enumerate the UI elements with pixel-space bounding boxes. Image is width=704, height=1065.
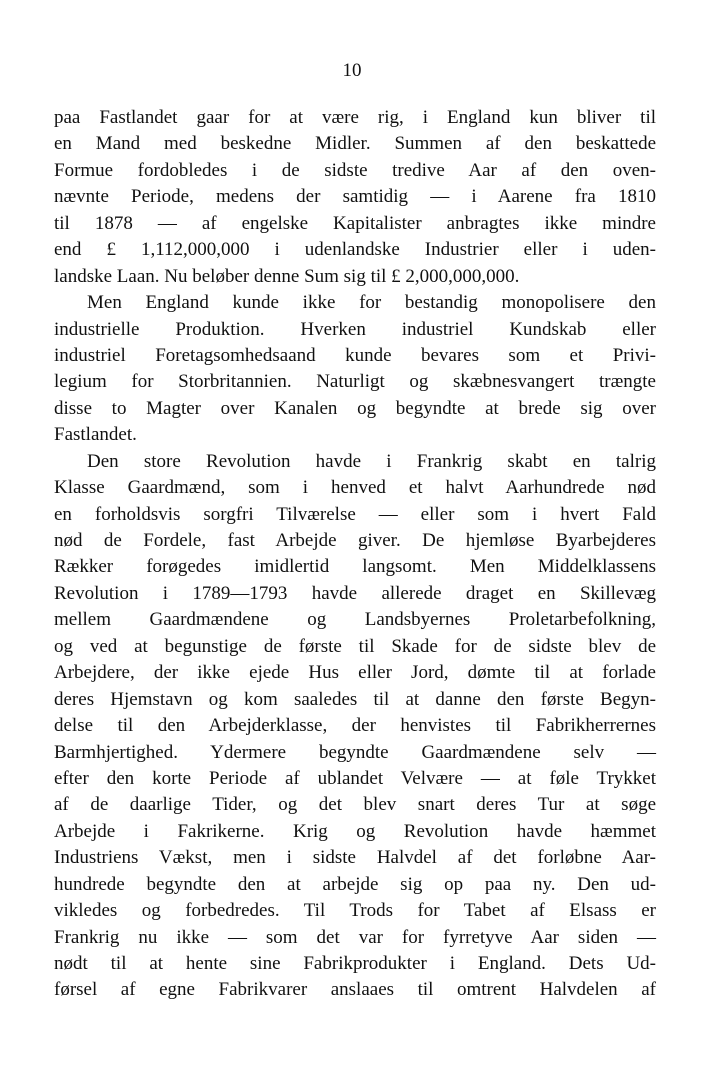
text-line: nødt til at hente sine Fabrikprodukter i England. Dets Ud- (54, 953, 656, 974)
text-line: vikledes og forbedredes. Til Trods for Tabet af Elsass er (54, 900, 656, 922)
text-line: Arbejdere, der ikke ejede Hus eller Jord, dømte til at forlade (54, 662, 656, 684)
text-line: Arbejde i Fakrikerne. Krig og Revolution havde hæmmet (54, 820, 656, 842)
text-line: Fastlandet. (54, 424, 137, 446)
text-line: Men England kunde ikke for bestandig monopolisere den (87, 292, 656, 314)
text-line: mellem Gaardmændene og Landsbyernes Proletarbefolkning, (54, 609, 656, 631)
text-line: industrielle Produktion. Hverken industriel Kundskab eller (54, 318, 656, 340)
text-line: landske Laan. Nu beløber denne Sum sig til £ 2,000,000,000. (54, 265, 520, 287)
text-line: legium for Storbritannien. Naturligt og skæbnesvangert trængte (54, 371, 656, 393)
text-line: end £ 1,112,000,000 i udenlandske Industrier eller i uden- (54, 239, 656, 261)
text-line: Frankrig nu ikke — som det var for fyrretyve Aar siden — (54, 926, 656, 948)
text-line: industriel Foretagsomhedsaand kunde bevares som et Privi- (54, 344, 656, 366)
text-line: og ved at begunstige de første til Skade for de sidste blev de (54, 635, 656, 657)
text-line: Industriens Vækst, men i sidste Halvdel af det forløbne Aar- (54, 847, 656, 869)
text-line: paa Fastlandet gaar for at være rig, i England kun bliver til (54, 107, 656, 128)
text-line: Den store Revolution havde i Frankrig skabt en talrig (87, 450, 656, 472)
text-line: efter den korte Periode af ublandet Velvære — at føle Trykket (54, 767, 656, 789)
text-line: nød de Fordele, fast Arbejde giver. De hjemløse Byarbejderes (54, 530, 656, 551)
text-line: Revolution i 1789—1793 havde allerede draget en Skillevæg (54, 582, 656, 604)
text-line: nævnte Periode, medens der samtidig — i Aarene fra 1810 (54, 186, 656, 208)
text-line: Rækker forøgedes imidlertid langsomt. Men Middelklassens (54, 556, 656, 578)
text-line: delse til den Arbejderklasse, der henvistes til Fabrikherrernes (54, 715, 656, 737)
text-line: til 1878 — af engelske Kapitalister anbragtes ikke mindre (54, 212, 656, 234)
text-line: en forholdsvis sorgfri Tilværelse — eller som i hvert Fald (54, 503, 656, 525)
text-line: en Mand med beskedne Midler. Summen af den beskattede (54, 133, 656, 155)
text-line: hundrede begyndte den at arbejde sig op paa ny. Den ud- (54, 873, 656, 895)
text-line: Klasse Gaardmænd, som i henved et halvt Aarhundrede nød (54, 477, 656, 499)
text-line: førsel af egne Fabrikvarer anslaaes til omtrent Halvdelen af (54, 979, 656, 1001)
text-line: disse to Magter over Kanalen og begyndte at brede sig over (54, 397, 656, 419)
body-text (54, 105, 656, 1004)
text-line: Formue fordobledes i de sidste tredive Aar af den oven- (54, 159, 656, 181)
text-line: Barmhjertighed. Ydermere begyndte Gaardmændene selv — (54, 741, 656, 763)
text-line: af de daarlige Tider, og det blev snart deres Tur at søge (54, 794, 656, 816)
page-number: 10 (342, 60, 362, 81)
text-line: deres Hjemstavn og kom saaledes til at danne den første Begyn- (54, 688, 656, 710)
